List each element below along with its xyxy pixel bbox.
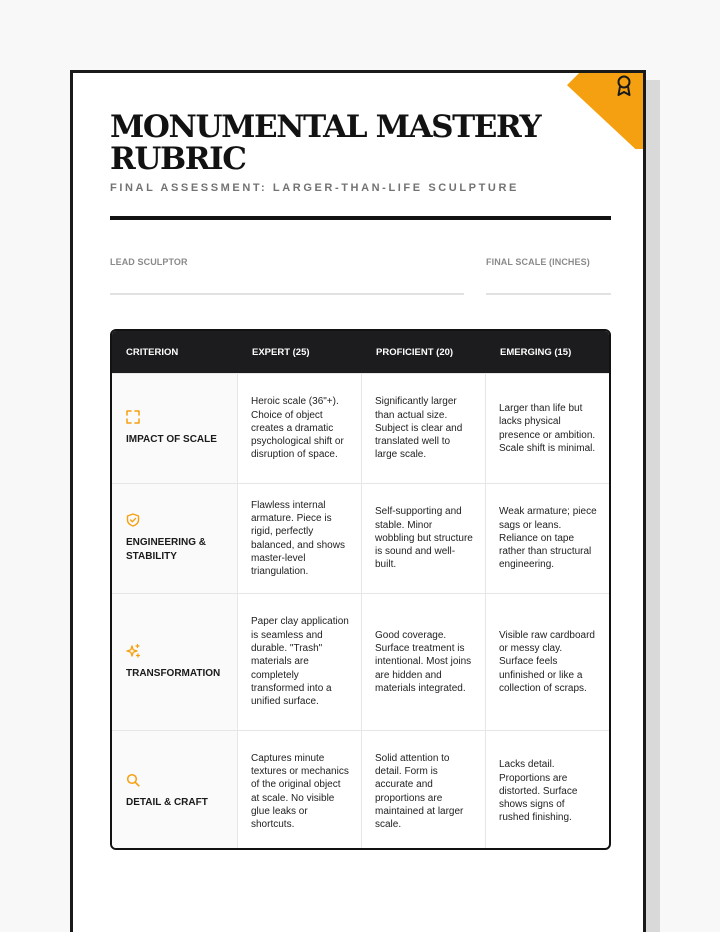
- criterion-cell: [112, 484, 238, 593]
- rubric-table: [110, 329, 611, 850]
- expert-cell: Flawless internal armature. Piece is rigid, perfectly balanced, and shows master-level triangulation.: [238, 484, 362, 593]
- criterion-cell: [112, 731, 238, 850]
- final-scale-label: FINAL SCALE (INCHES): [486, 257, 590, 267]
- criterion-cell: [112, 374, 238, 483]
- emerging-cell: Larger than life but lacks physical presence or ambition. Scale shift is minimal.: [499, 402, 596, 454]
- expert-cell: Heroic scale (36"+). Choice of object creates a dramatic psychological shift or disruption of space.: [238, 374, 362, 483]
- header-criterion: CRITERION: [126, 346, 179, 358]
- criterion-name: TRANSFORMATION: [126, 667, 221, 679]
- rubric-row-impact-of-scale: [112, 373, 609, 483]
- proficient-cell: Self-supporting and stable. Minor wobbling but structure is sound and well-built.: [362, 484, 486, 593]
- expert-cell: Paper clay application is seamless and durable. "Trash" materials are completely transformed into a unified surface.: [238, 594, 362, 730]
- rubric-header-row: [112, 331, 609, 373]
- header-emerging: EMERGING (15): [500, 346, 572, 358]
- search-icon: [126, 773, 140, 787]
- rubric-row-engineering-stability: [112, 483, 609, 593]
- scale-frame-icon: [126, 410, 140, 424]
- header-proficient: PROFICIENT (20): [376, 346, 454, 358]
- proficient-cell: Significantly larger than actual size. Subject is clear and translated well to large scale.: [362, 374, 486, 483]
- final-scale-field[interactable]: [486, 293, 611, 295]
- emerging-cell: Weak armature; piece sags or leans. Reliance on tape rather than structural engineering.: [499, 506, 597, 571]
- shield-check-icon: [126, 513, 140, 527]
- document-title: MONUMENTAL MASTERY RUBRIC: [110, 109, 541, 177]
- criterion-cell: [112, 594, 238, 730]
- document-subtitle: FINAL ASSESSMENT: LARGER-THAN-LIFE SCULPTURE: [110, 182, 519, 194]
- lead-sculptor-label: LEAD SCULPTOR: [110, 257, 188, 267]
- emerging-cell: Lacks detail. Proportions are distorted. Surface shows signs of rushed finishing.: [499, 759, 578, 824]
- proficient-cell: Good coverage. Surface treatment is intentional. Most joins are hidden and materials integrated.: [362, 594, 486, 730]
- award-ribbon-icon: [615, 75, 633, 97]
- rubric-sheet: [70, 70, 646, 932]
- header-expert: EXPERT (25): [252, 346, 310, 358]
- title-divider: [110, 216, 611, 220]
- expert-cell: Captures minute textures or mechanics of the original object at scale. No visible glue leaks or shortcuts.: [238, 731, 362, 850]
- criterion-name: ENGINEERING & STABILITY: [126, 537, 207, 562]
- rubric-row-transformation: [112, 593, 609, 730]
- sparkles-icon: [126, 644, 140, 658]
- rubric-row-detail-craft: [112, 730, 609, 850]
- emerging-cell: Visible raw cardboard or messy clay. Surface feels unfinished or like a collection of scraps.: [499, 629, 595, 694]
- lead-sculptor-field[interactable]: [110, 293, 464, 295]
- criterion-name: DETAIL & CRAFT: [126, 797, 208, 808]
- proficient-cell: Solid attention to detail. Form is accurate and proportions are maintained at larger scale.: [362, 731, 486, 850]
- criterion-name: IMPACT OF SCALE: [126, 434, 217, 445]
